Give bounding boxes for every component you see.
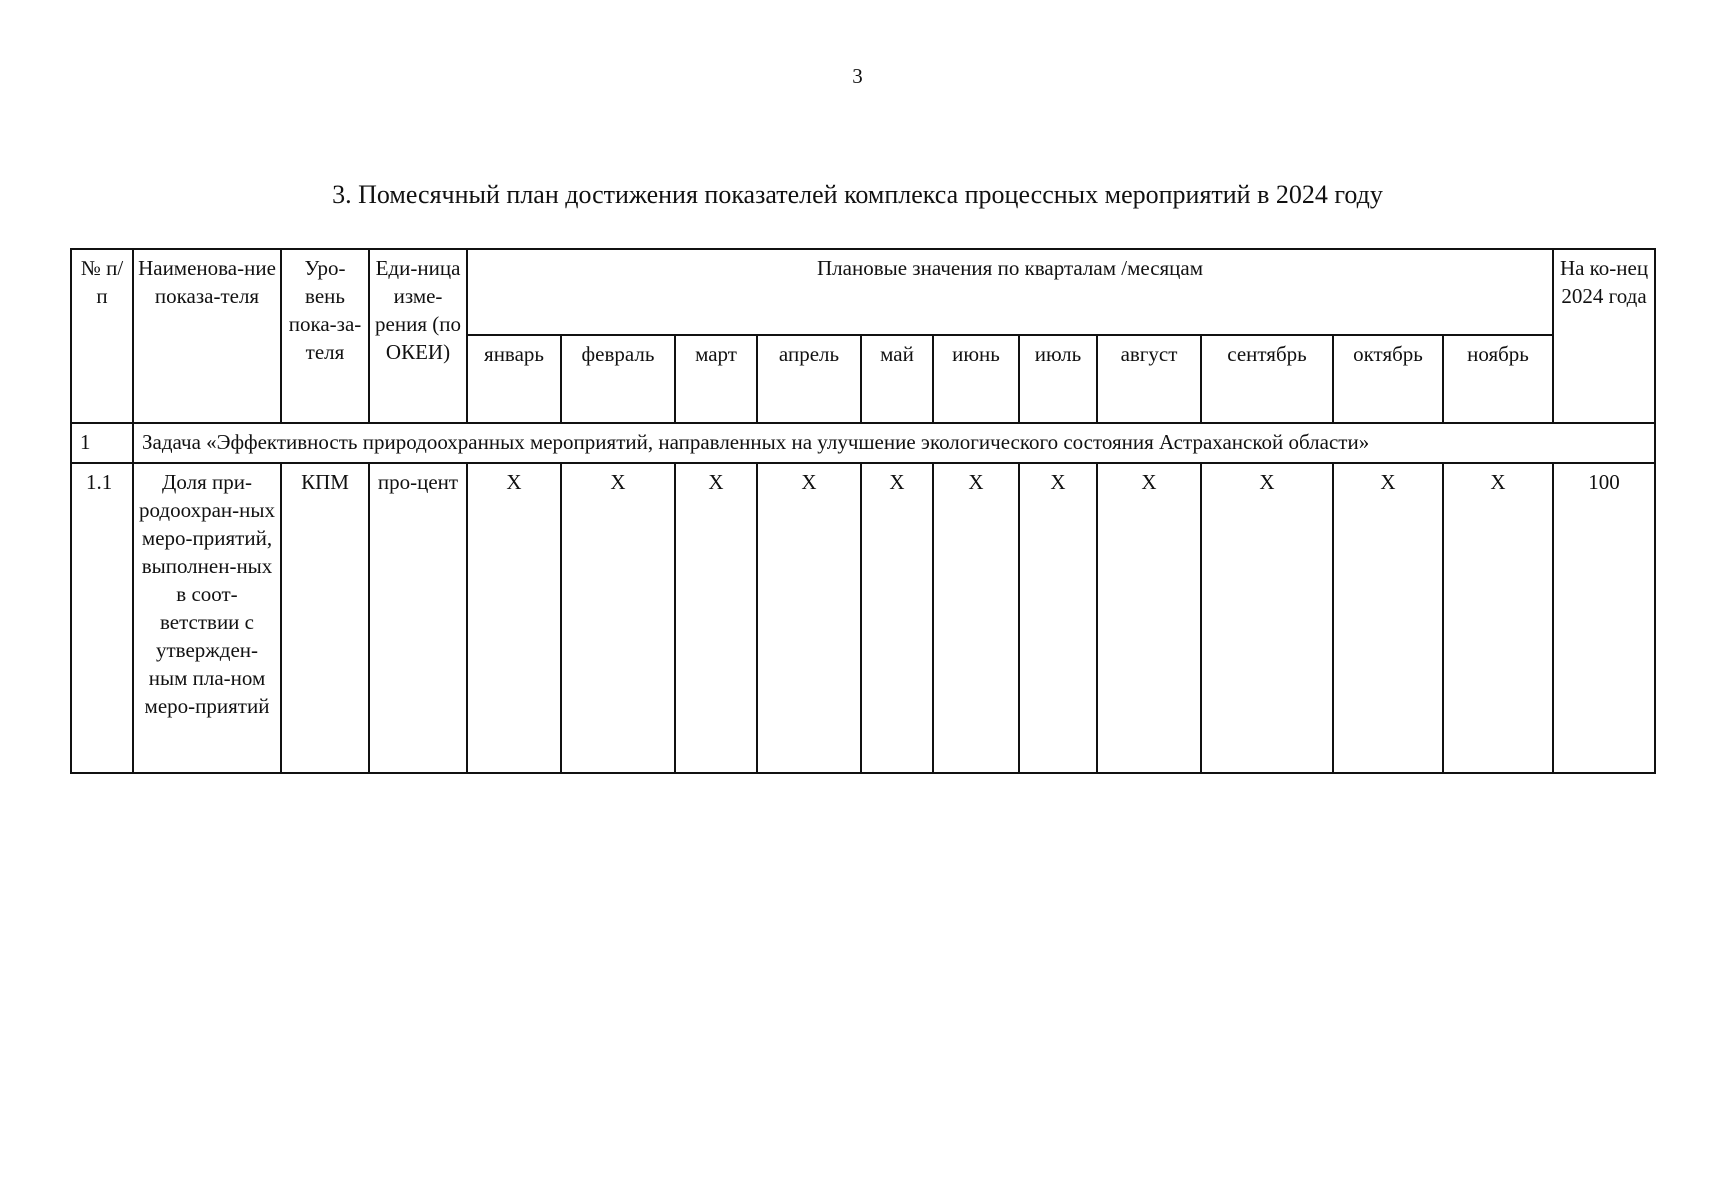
row-number: 1.1 (71, 463, 133, 773)
indicator-level: КПМ (281, 463, 369, 773)
monthly-plan-table (70, 248, 1656, 774)
task-number: 1 (71, 423, 133, 463)
month-value: X (1097, 463, 1201, 773)
header-level: Уро-вень пока-за-теля (281, 249, 369, 423)
month-header: июнь (933, 335, 1019, 423)
month-value: X (757, 463, 861, 773)
month-value: X (561, 463, 675, 773)
month-header: август (1097, 335, 1201, 423)
month-value: X (1019, 463, 1097, 773)
header-unit: Еди-ница изме-рения (по ОКЕИ) (369, 249, 467, 423)
month-header: июль (1019, 335, 1097, 423)
month-header: май (861, 335, 933, 423)
page-title: 3. Помесячный план достижения показателей комплекса процессных мероприятий в 2024 году (332, 180, 1383, 209)
header-indicator-name: Наименова-ние показа-теля (133, 249, 281, 423)
month-header: апрель (757, 335, 861, 423)
month-header: ноябрь (1443, 335, 1553, 423)
task-row (71, 423, 1655, 463)
header-num: № п/п (71, 249, 133, 423)
month-value: X (1333, 463, 1443, 773)
month-header: март (675, 335, 757, 423)
header-row (71, 249, 1655, 335)
table-row (71, 463, 1655, 773)
month-value: X (675, 463, 757, 773)
header-end-of-year: На ко-нец 2024 года (1553, 249, 1655, 423)
month-header: октябрь (1333, 335, 1443, 423)
indicator-name: Доля при-родоохран-ных меро-приятий, выполнен-ных в соот-ветствии с утвержден-ным пла-ном меро-приятий (133, 463, 281, 773)
month-header: январь (467, 335, 561, 423)
indicator-unit: про-цент (369, 463, 467, 773)
month-value: X (1443, 463, 1553, 773)
month-header: сентябрь (1201, 335, 1333, 423)
header-planned-values: Плановые значения по кварталам /месяцам (467, 249, 1553, 335)
month-value: X (467, 463, 561, 773)
month-value: X (861, 463, 933, 773)
page-number: 3 (852, 64, 863, 88)
month-value: X (933, 463, 1019, 773)
end-of-year-value: 100 (1553, 463, 1655, 773)
task-title: Задача «Эффективность природоохранных мероприятий, направленных на улучшение экологического состояния Астраханской области» (133, 423, 1655, 463)
month-value: X (1201, 463, 1333, 773)
month-header: февраль (561, 335, 675, 423)
